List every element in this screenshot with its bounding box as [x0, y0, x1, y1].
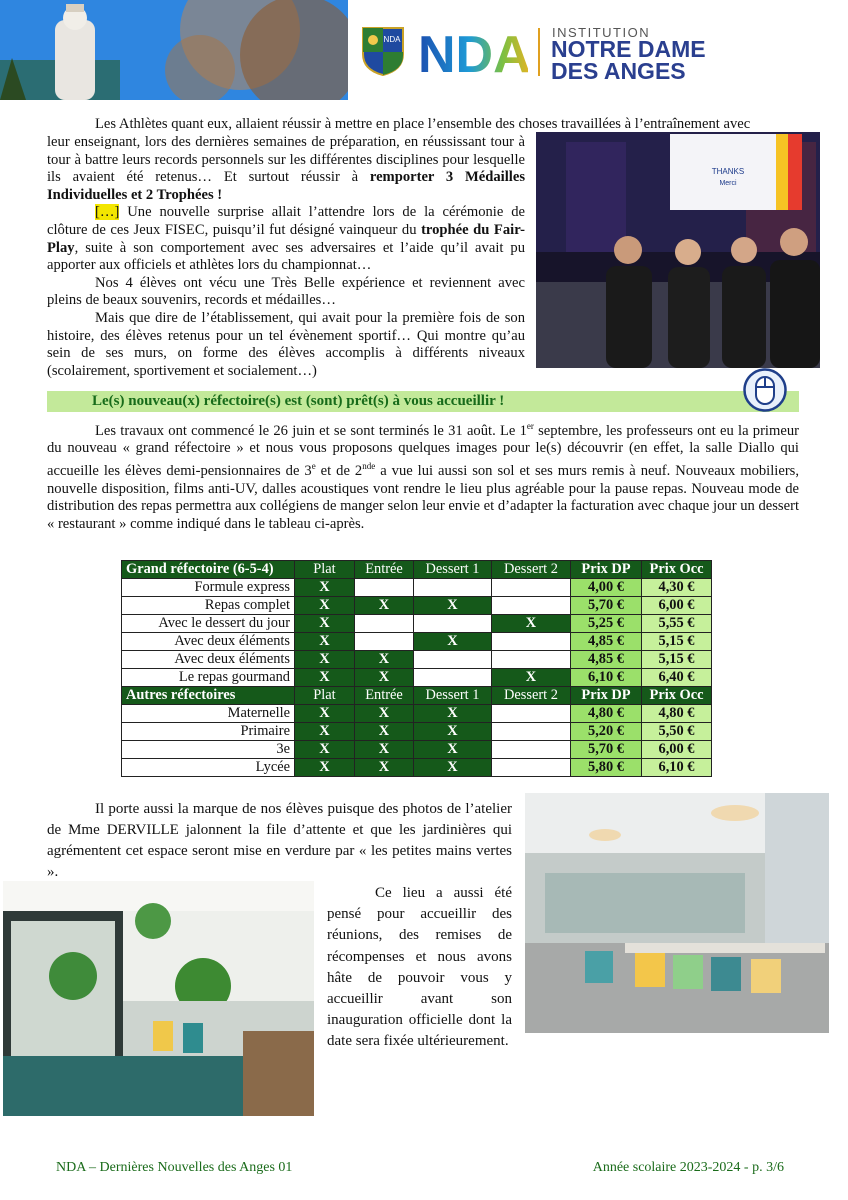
- table-header-cell: Grand réfectoire (6-5-4): [122, 561, 295, 579]
- table-header-cell: Prix DP: [571, 687, 642, 705]
- table-row: [122, 579, 712, 597]
- institution-label: INSTITUTION: [552, 25, 651, 40]
- table-cell: X: [414, 633, 492, 651]
- table-header-row: [122, 687, 712, 705]
- p2a: Une nouvelle surprise allait l’attendre lors de la cérémonie de clôture de ces Jeux FISEC, puisqu’il fut désigné vainqueur du: [47, 204, 525, 238]
- table-cell: 5,15 €: [642, 633, 712, 651]
- article-athletes-p1-line1: Les Athlètes quant eux, allaient réussir à mettre en place l’ensemble des choses travaillées à l’entraînement avec: [95, 116, 751, 132]
- screen-thanks: THANKS: [711, 167, 745, 176]
- p2-bold: trophée du Fair-Play: [47, 221, 525, 256]
- table-cell: 5,15 €: [642, 651, 712, 669]
- table-cell: X: [355, 651, 414, 669]
- institution-name-line1: NOTRE DAME: [551, 36, 706, 62]
- article-refectoire: [47, 418, 799, 533]
- p1-bold: remporter 3 Médailles Individuelles et 2 Trophées !: [47, 169, 526, 203]
- table-cell: X: [414, 597, 492, 615]
- photo-athletes-ceremony: [536, 132, 820, 368]
- table-cell: [355, 615, 414, 633]
- table-cell: X: [492, 615, 571, 633]
- screen-merci: Merci: [719, 180, 737, 187]
- table-cell: 6,10 €: [642, 759, 712, 777]
- header-photo-statue: [0, 0, 348, 100]
- table-header-cell: Plat: [295, 561, 355, 579]
- table-cell: [492, 759, 571, 777]
- table-cell: 4,00 €: [571, 579, 642, 597]
- article-athletes-intro: [47, 116, 799, 134]
- table-cell: [355, 579, 414, 597]
- table-cell: [492, 633, 571, 651]
- bracket-highlight: […]: [95, 204, 120, 221]
- table-row: [122, 597, 712, 615]
- table-cell: 5,70 €: [571, 741, 642, 759]
- article-athletes-p1: [47, 134, 525, 204]
- footer-left: NDA – Dernières Nouvelles des Anges 01: [56, 1160, 293, 1175]
- nda-logo: [418, 26, 528, 80]
- table-cell: [414, 651, 492, 669]
- article-athletes-p3: Nos 4 élèves ont vécu une Très Belle expérience et reviennent avec pleins de beaux souvenirs, records et médailles…: [47, 274, 525, 309]
- p1-rest: leur enseignant, lors des dernières semaines de préparation, en réussissant tour à tour à battre leurs records personnels sur les différentes disciplines pour lesquelle ils avaient été retenus… Et surtout réussir à: [47, 134, 525, 186]
- table-cell: X: [355, 723, 414, 741]
- table-row: [122, 615, 712, 633]
- table-cell: 4,85 €: [571, 633, 642, 651]
- article-events: [327, 883, 512, 1053]
- article-athletes-p2: [47, 204, 525, 274]
- sup-e: e: [311, 461, 316, 472]
- table-cell: X: [492, 669, 571, 687]
- table-row: [122, 669, 712, 687]
- table-header-cell: Dessert 2: [492, 687, 571, 705]
- table-cell: X: [295, 723, 355, 741]
- table-cell: X: [295, 597, 355, 615]
- table-cell: 5,50 €: [642, 723, 712, 741]
- photo-canteen-room: [525, 793, 829, 1033]
- table-cell: 4,30 €: [642, 579, 712, 597]
- table-cell: [414, 615, 492, 633]
- table-cell: 6,40 €: [642, 669, 712, 687]
- table-cell: [492, 579, 571, 597]
- p1c: et de 2: [315, 462, 363, 479]
- article-events-p1: Ce lieu a aussi été pensé pour accueillir des réunions, des remises de récompenses et nous avons hâte de pouvoir vous y accueillir avant son inauguration officielle dont la date sera fixée ultérieurement.: [327, 885, 512, 1050]
- table-row-label: Maternelle: [122, 705, 295, 723]
- table-cell: 5,20 €: [571, 723, 642, 741]
- table-cell: [355, 633, 414, 651]
- table-cell: 5,70 €: [571, 597, 642, 615]
- table-header-cell: Autres réfectoires: [122, 687, 295, 705]
- table-header-cell: Prix DP: [571, 561, 642, 579]
- table-cell: X: [295, 633, 355, 651]
- table-cell: 6,10 €: [571, 669, 642, 687]
- table-header-cell: Entrée: [355, 687, 414, 705]
- table-header-cell: Plat: [295, 687, 355, 705]
- table-cell: 4,80 €: [571, 705, 642, 723]
- article-athletes-p4: Mais que dire de l’établissement, qui avait pour la première fois de son histoire, des élèves retenus pour un tel évènement sportif… Qui montre qu’au sein de ses murs, on forme des élèves accomplis à différents niveaux (scolairement, sportivement et socialement…): [47, 309, 525, 379]
- table-cell: 6,00 €: [642, 597, 712, 615]
- table-row-label: Avec deux éléments: [122, 633, 295, 651]
- table-cell: X: [295, 705, 355, 723]
- table-cell: X: [414, 705, 492, 723]
- p2b: , suite à son comportement avec ses adversaires et l’aide qu’il avait pu apporter aux officiels et athlètes lors du championnat…: [47, 239, 525, 274]
- table-row-label: Repas complet: [122, 597, 295, 615]
- table-row-label: Le repas gourmand: [122, 669, 295, 687]
- footer-right: Année scolaire 2023-2024 - p. 3/6: [592, 1160, 784, 1175]
- table-header-cell: Dessert 1: [414, 687, 492, 705]
- table-row: [122, 651, 712, 669]
- nda-logo-text: NDA: [418, 26, 528, 80]
- table-row-label: Avec deux éléments: [122, 651, 295, 669]
- photo-canteen-plants: [3, 881, 314, 1116]
- table-cell: [492, 723, 571, 741]
- table-cell: X: [295, 615, 355, 633]
- institution-name-line2: DES ANGES: [551, 58, 686, 84]
- table-row-label: Avec le dessert du jour: [122, 615, 295, 633]
- table-cell: X: [355, 705, 414, 723]
- institution-crest-icon: [361, 26, 405, 76]
- crest-text: NDA: [383, 35, 401, 44]
- table-cell: 5,55 €: [642, 615, 712, 633]
- section-title: Le(s) nouveau(x) réfectoire(s) est (sont) prêt(s) à vous accueillir !: [92, 393, 505, 409]
- price-table: [121, 560, 712, 777]
- table-row: [122, 705, 712, 723]
- article-decoration: [47, 799, 512, 883]
- price-table-body: [122, 561, 712, 777]
- table-cell: X: [295, 669, 355, 687]
- table-header-cell: Dessert 2: [492, 561, 571, 579]
- table-header-cell: Prix Occ: [642, 687, 712, 705]
- table-cell: X: [355, 669, 414, 687]
- table-cell: [492, 597, 571, 615]
- table-cell: X: [414, 723, 492, 741]
- p1b: septembre, les professeurs ont eu la primeur du nouveau « grand réfectoire » et nous vous proposons quelques images pour le(s) découvrir (en effet, la salle Diallo qui accueille les élèves demi-pensionnaires de 3: [47, 422, 799, 479]
- table-cell: X: [355, 759, 414, 777]
- table-cell: [414, 669, 492, 687]
- table-row-label: 3e: [122, 741, 295, 759]
- price-table-grid: [121, 560, 712, 777]
- table-cell: 6,00 €: [642, 741, 712, 759]
- table-cell: [492, 651, 571, 669]
- mouse-icon: [743, 368, 787, 412]
- table-row: [122, 723, 712, 741]
- table-cell: [414, 579, 492, 597]
- p1a: Les travaux ont commencé le 26 juin et se sont terminés le 31 août. Le 1: [95, 422, 527, 439]
- article-athletes: [47, 134, 525, 380]
- article-refectoire-p1: [47, 418, 799, 533]
- table-cell: X: [355, 597, 414, 615]
- table-cell: X: [295, 579, 355, 597]
- table-header-row: [122, 561, 712, 579]
- logo-divider: [538, 28, 540, 76]
- table-cell: 5,25 €: [571, 615, 642, 633]
- sup-nde: nde: [362, 461, 376, 472]
- institution-name: [551, 38, 706, 82]
- table-cell: X: [414, 741, 492, 759]
- table-cell: 4,85 €: [571, 651, 642, 669]
- table-row-label: Lycée: [122, 759, 295, 777]
- table-header-cell: Prix Occ: [642, 561, 712, 579]
- table-row: [122, 741, 712, 759]
- table-header-cell: Dessert 1: [414, 561, 492, 579]
- table-header-cell: Entrée: [355, 561, 414, 579]
- table-cell: 5,80 €: [571, 759, 642, 777]
- table-cell: [492, 741, 571, 759]
- table-row: [122, 759, 712, 777]
- table-cell: [492, 705, 571, 723]
- table-row: [122, 633, 712, 651]
- table-cell: X: [295, 759, 355, 777]
- table-cell: X: [295, 741, 355, 759]
- table-cell: 4,80 €: [642, 705, 712, 723]
- sup-er: er: [526, 421, 534, 431]
- article-decoration-p1: Il porte aussi la marque de nos élèves puisque des photos de l’atelier de Mme DERVILLE jalonnent la file d’attente et que les jardinières qui agrémentent cet espace seront mise en verdure par « les petites mains vertes ».: [47, 801, 512, 880]
- table-row-label: Primaire: [122, 723, 295, 741]
- table-cell: X: [295, 651, 355, 669]
- table-row-label: Formule express: [122, 579, 295, 597]
- p1d: a vue lui aussi son sol et ses murs remis à neuf. Nouveaux mobiliers, nouvelle disposition, films anti-UV, dalles acoustiques vont rendre le lieu plus agréable pour la pause repas. Nouveau mode de distribution des repas permettra aux collégiens de manger selon leur envie et d’adapter la facturation avec chaque jour un dessert « restaurant » comme indiqué dans le tableau ci-après.: [47, 462, 800, 532]
- table-cell: X: [414, 759, 492, 777]
- table-cell: X: [355, 741, 414, 759]
